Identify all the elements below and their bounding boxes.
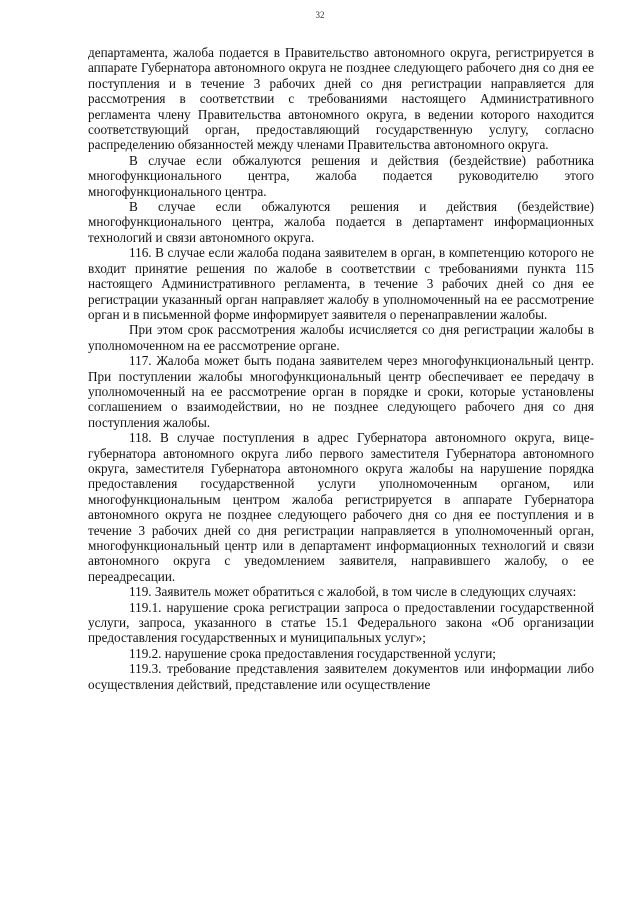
paragraph: 118. В случае поступления в адрес Губернатора автономного округа, вице-губернатора автономного округа либо первого заместителя Губернатора автономного округа, заместителя Губернатора автономного округа жалобы на нарушение порядка предоставления государственной услуги уполномоченным органом, или многофункциональным центром жалоба регистрируется в аппарате Губернатора автономного округа не позднее следующего рабочего дня со дня ее поступления и в течение 3 рабочих дней со дня регистрации направляется в уполномоченный орган, многофункциональный центр или в департамент информационных технологий и связи автономного округа с уведомлением заявителя, направившего жалобу, о ее переадресации. <box>88 430 594 584</box>
paragraph: 116. В случае если жалоба подана заявителем в орган, в компетенцию которого не входит принятие решения по жалобе в соответствии с требованиями пункта 115 настоящего Административного регламента, в течение 3 рабочих дней со дня ее регистрации указанный орган направляет жалобу в уполномоченный на ее рассмотрение орган и в письменной форме информирует заявителя о перенаправлении жалобы. <box>88 245 594 322</box>
paragraph: департамента, жалоба подается в Правительство автономного округа, регистрируется в аппарате Губернатора автономного округа не позднее следующего рабочего дня со дня ее поступления и в течение 3 рабочих дней со дня регистрации направляется для рассмотрения в соответствии с требованиями настоящего Административного регламента члену Правительства автономного округа, в ведении которого находится соответствующий орган, предоставляющий государственную услугу, согласно распределению обязанностей между членами Правительства автономного округа. <box>88 45 594 153</box>
paragraph: 119.3. требование представления заявителем документов или информации либо осуществления действий, представление или осуществление <box>88 661 594 692</box>
paragraph: В случае если обжалуются решения и действия (бездействие) многофункционального центра, жалоба подается в департамент информационных технологий и связи автономного округа. <box>88 199 594 245</box>
paragraph: 117. Жалоба может быть подана заявителем через многофункциональный центр. При поступлении жалобы многофункциональный центр обеспечивает ее передачу в уполномоченный на ее рассмотрение орган в порядке и сроки, которые установлены соглашением о взаимодействии, но не позднее следующего рабочего дня со дня поступления жалобы. <box>88 353 594 430</box>
paragraph: 119. Заявитель может обратиться с жалобой, в том числе в следующих случаях: <box>129 584 577 600</box>
page-number: 32 <box>315 10 325 20</box>
document-body <box>88 45 594 692</box>
paragraph: В случае если обжалуются решения и действия (бездействие) работника многофункционального центра, жалоба подается руководителю этого многофункционального центра. <box>88 152 594 199</box>
paragraph: 119.2. нарушение срока предоставления государственной услуги; <box>129 645 496 661</box>
paragraph: При этом срок рассмотрения жалобы исчисляется со дня регистрации жалобы в уполномоченном на ее рассмотрение органе. <box>88 322 594 353</box>
paragraph: 119.1. нарушение срока регистрации запроса о предоставлении государственной услуги, запроса, указанного в статье 15.1 Федерального закона «Об организации предоставления государственных и муниципальных услуг»; <box>88 599 594 646</box>
